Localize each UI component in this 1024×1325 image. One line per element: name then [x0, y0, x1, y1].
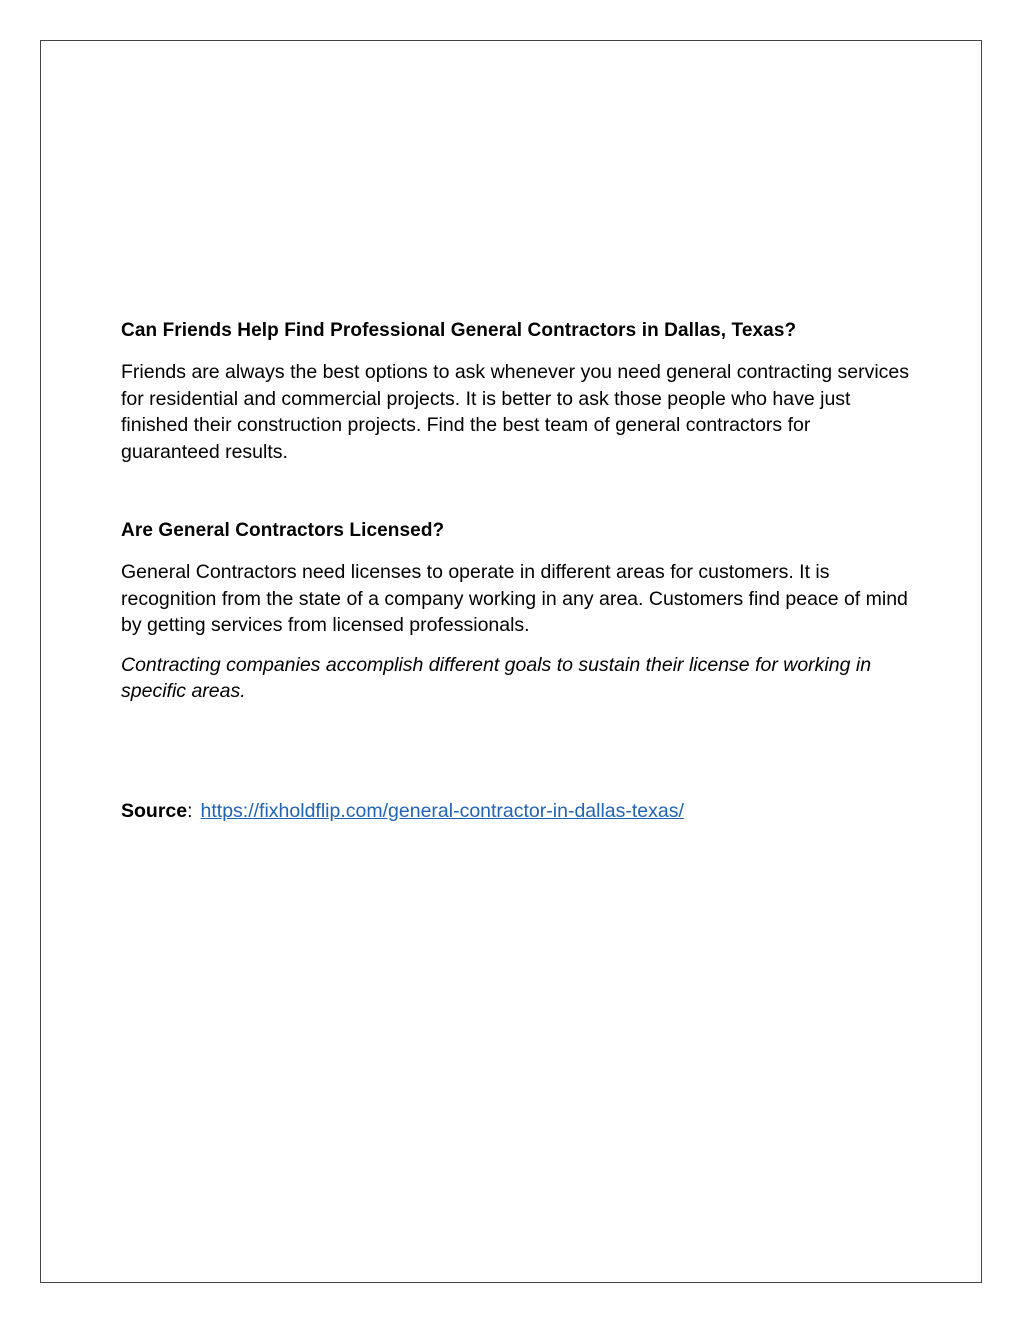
- source-link[interactable]: https://fixholdflip.com/general-contractor-in-dallas-texas/: [200, 799, 684, 822]
- spacer: [121, 478, 911, 518]
- source-separator: :: [187, 799, 193, 822]
- document-body: [121, 318, 911, 824]
- section-heading-friends: Can Friends Help Find Professional General Contractors in Dallas, Texas?: [121, 320, 797, 341]
- section-italic-paragraph: Contracting companies accomplish different goals to sustain their license for working in specific areas.: [121, 653, 872, 702]
- source-label: Source: [121, 799, 188, 822]
- section-heading-licensed: Are General Contractors Licensed?: [121, 520, 445, 541]
- source-line: [121, 798, 911, 824]
- section-paragraph-friends: Friends are always the best options to ask whenever you need general contracting services for residential and commercial projects. It is better to ask those people who have just finished their construction projects. Find the best team of general contractors for guaranteed results.: [121, 361, 910, 463]
- section-paragraph-licensed: General Contractors need licenses to operate in different areas for customers. It is recognition from the state of a company working in any area. Customers find peace of mind by getting services from licensed professionals.: [121, 561, 908, 636]
- spacer: [121, 718, 911, 798]
